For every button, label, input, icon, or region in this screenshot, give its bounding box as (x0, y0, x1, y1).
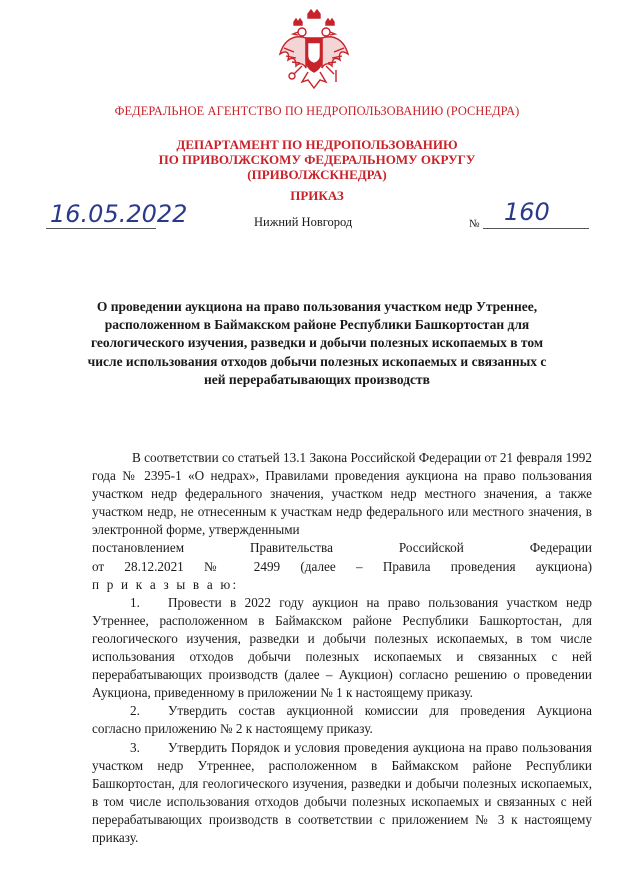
title-line-2: расположенном в Баймакском районе Республики Башкортостан для (104, 317, 530, 333)
list-item (92, 702, 592, 738)
department-name (0, 137, 634, 182)
order-label: ПРИКАЗ (290, 188, 344, 203)
number-sign: № (469, 218, 480, 230)
title-line-1: О проведении аукциона на право пользования участком недр Утреннее, (96, 299, 538, 314)
date-underline (46, 228, 156, 229)
item-number: 1. (130, 594, 140, 610)
agency-name: ФЕДЕРАЛЬНОЕ АГЕНТСТВО ПО НЕДРОПОЛЬЗОВАНИЮ (РОСНЕДРА) (114, 104, 520, 118)
item-number: 2. (130, 703, 140, 719)
title-line-4: числе использования отходов добычи полезных ископаемых и связанных с (87, 353, 547, 369)
department-line-1: ДЕПАРТАМЕНТ ПО НЕДРОПОЛЬЗОВАНИЮ (176, 137, 458, 152)
preamble-line-2: постановлением Правительства Российской Федерации (92, 540, 592, 556)
department-line-2: ПО ПРИВОЛЖСКОМУ ФЕДЕРАЛЬНОМУ ОКРУГУ (158, 152, 476, 167)
list-item (92, 739, 592, 848)
document-body (92, 449, 592, 847)
item-number: 3. (130, 739, 140, 755)
document-title (80, 298, 554, 389)
city: Нижний Новгород (254, 215, 353, 229)
order-number: 160 (504, 198, 550, 226)
title-line-5: ней перерабатывающих производств (204, 371, 430, 387)
item-text: Утвердить состав аукционной комиссии для проведения Аукциона согласно приложению № 2 к настоящему приказу. (92, 703, 592, 737)
preamble: В соответствии со статьей 13.1 Закона Российской Федерации от 21 февраля 1992 года № 2395-1 «О недрах», Правилами проведения аукциона на право пользования участком недр федерального значения, участком недр местного значения, а также участком недр, не отнесенным к участкам недр федерального или местного значения, в электронной форме, утвержденными (92, 450, 592, 538)
preamble-line-3: от 28.12.2021 № 2499 (далее – Правила проведения аукциона) (92, 558, 592, 574)
list-item (92, 594, 592, 703)
item-text: Утвердить Порядок и условия проведения аукциона на право пользования участком недр Утреннее, расположенном в Баймакском районе Республики Башкортостан, для геологического изучения, разведки и добычи полезных ископаемых, в том числе использования отходов добычи полезных ископаемых и связанных с ней перерабатывающих производств в соответствии с приложением № 3 к настоящему приказу. (92, 739, 592, 845)
russian-coat-of-arms-icon (276, 8, 352, 94)
number-underline (483, 228, 589, 229)
order-date: 16.05.2022 (50, 200, 188, 228)
order-word: п р и к а з ы в а ю: (92, 576, 239, 592)
item-text: Провести в 2022 году аукцион на право пользования участком недр Утреннее, расположенном в Баймакском районе Республики Башкортостан, для геологического изучения, разведки и добычи полезных ископаемых, в том числе использования отходов добычи полезных ископаемых и связанных с ней перерабатывающих производств (далее – Аукцион) согласно решению о проведении Аукциона, приведенному в приложении № 1 к настоящему приказу. (92, 594, 592, 701)
title-line-3: геологического изучения, разведки и добычи полезных ископаемых в том (90, 335, 544, 351)
department-line-3: (ПРИВОЛЖСКНЕДРА) (247, 167, 387, 182)
